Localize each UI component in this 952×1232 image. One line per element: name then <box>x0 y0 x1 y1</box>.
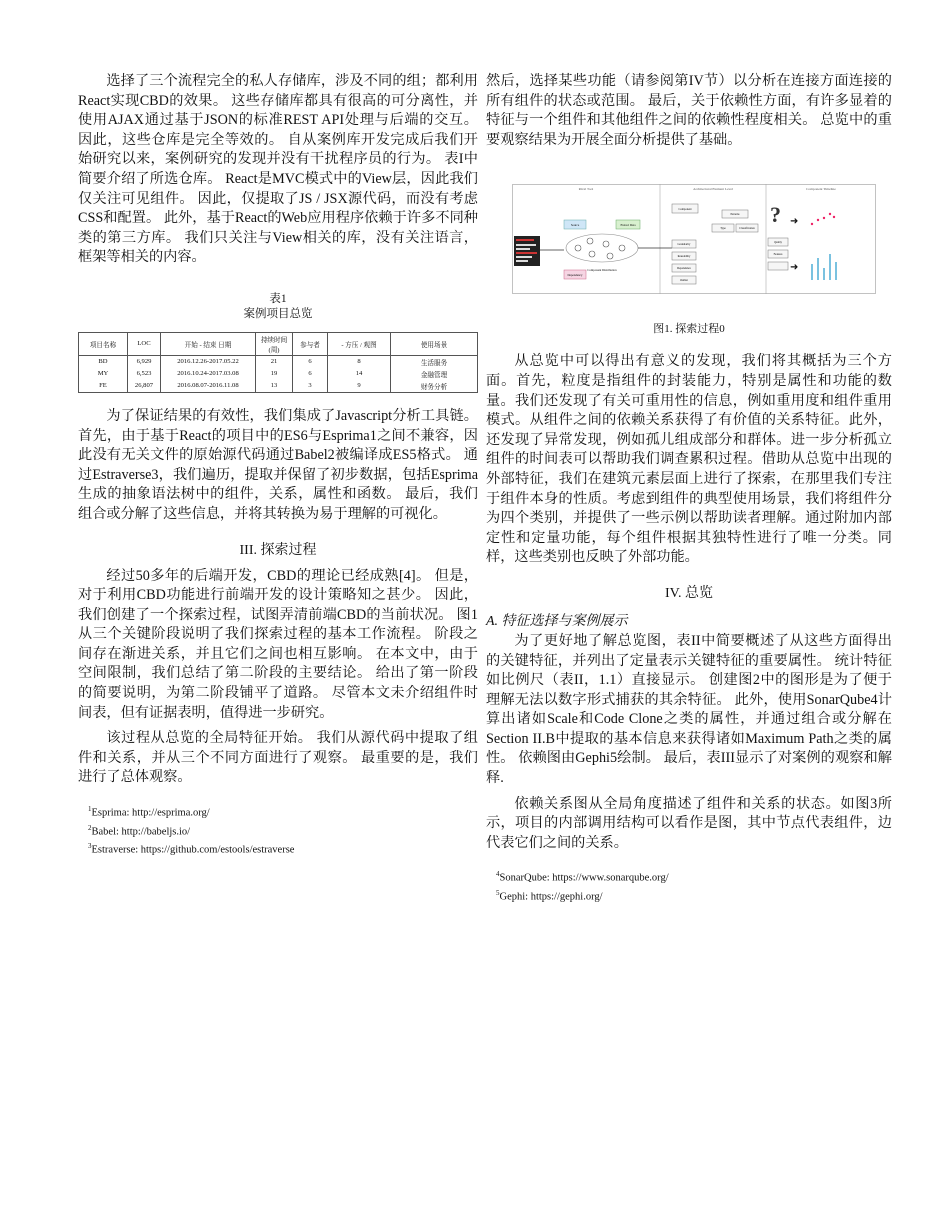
right-column <box>486 72 892 904</box>
cell: FE <box>79 380 128 393</box>
arrow-right-icon: ➜ <box>790 216 799 228</box>
th-duration: 持续时间 (周) <box>256 332 293 355</box>
paragraph-toolchain: 为了保证结果的有效性，我们集成了Javascript分析工具链。 首先，由于基于React的项目中的ES6与Esprima1之间不兼容，因此没有无关文件的原始源代码通过Babel2被编译成ES5格式。 通过Estraverse3，我们遍历，提取并保留了初步数据，包括Esprima生成的抽象语法树中的组件，关系，属性和函数。 最后，我们组合或分解了这些信息，并将其转换为易于理解的可视化。 <box>78 407 478 522</box>
cell: 财务分析 <box>391 380 478 393</box>
graph-label: Component Distribution <box>587 268 617 273</box>
cell: 14 <box>328 368 391 380</box>
box-extract-label: Extract Data <box>620 223 636 228</box>
cell: 6 <box>293 355 328 368</box>
cell: 3 <box>293 380 328 393</box>
cell: BD <box>79 355 128 368</box>
exploration-diagram <box>512 184 876 294</box>
paragraph-overview-start: 该过程从总览的全局特征开始。 我们从源代码中提取了组件和关系，并从三个不同方面进行了观察。 最重要的是，我们进行了总体观察。 <box>78 730 478 786</box>
label-type: Type <box>720 227 726 231</box>
figure-caption: 图1. 探索过程0 <box>653 323 725 336</box>
question-mark-icon: ? <box>770 202 781 228</box>
cell: 2016.08.07-2016.11.08 <box>161 380 256 393</box>
th-scenario: 使用场景 <box>391 332 478 355</box>
th-loc: LOC <box>128 332 161 355</box>
table-title: 案例项目总览 <box>243 307 313 320</box>
cell: 21 <box>256 355 293 368</box>
label-dependence: Dependence <box>677 267 691 271</box>
paragraph-exploration: 经过50多年的后端开发，CBD的理论已经成熟[4]。 但是，对于利用CBD功能进行前端开发的设计策略知之甚少。 因此，我们创建了一个探索过程，试图弄清前端CBD的当前状况。 图1从三个关键阶段说明了我们探索过程的基本工作流程。 阶段之间存在渐进关系，并且它们之间也相互影响。 在本文中，由于空间限制，我们总结了第二阶段的主要结论。 给出了第一阶段的简要说明，为第二阶段铺平了道路。 尽管本文未介绍组件时间表，但有证据表明，值得进一步研究。 <box>78 567 478 721</box>
cell: 13 <box>256 380 293 393</box>
cell: 19 <box>256 368 293 380</box>
phase-2-label: Architectural Element Level <box>693 187 733 192</box>
paragraph-dependency-graph: 依赖关系图从全局角度描述了组件和关系的状态。如图3所示，项目的内部调用结构可以看作是图，其中节点代表组件，边代表它们之间的关系。 <box>486 795 892 851</box>
left-column <box>78 72 478 858</box>
label-component: Component <box>678 208 692 212</box>
label-reusability: Reusability <box>677 255 691 259</box>
table-header-row <box>79 332 478 355</box>
cell: 26,807 <box>128 380 161 393</box>
case-projects-table <box>78 332 478 393</box>
cell: 2016.10.24-2017.03.08 <box>161 368 256 380</box>
table-row <box>79 380 478 393</box>
footnote-5: $^5$Gephi: https://gephi.org/ <box>496 888 603 903</box>
cell: 生活服务 <box>391 355 478 368</box>
table-caption <box>78 292 478 322</box>
subsection-heading-a: A. 特征选择与案例展示 <box>486 613 628 629</box>
footnote-1: $^1$Esprima: http://esprima.org/ <box>88 805 210 819</box>
cell: 8 <box>328 355 391 368</box>
cell: 6,523 <box>128 368 161 380</box>
label-features: Features <box>773 253 783 257</box>
th-dates: 开始 - 结束 日期 <box>161 332 256 355</box>
label-granularity: Granularity <box>677 243 691 247</box>
box-dependency-label: Dependency <box>567 273 583 278</box>
paragraph-findings: 从总览中可以得出有意义的发现，我们将其概括为三个方面。首先，粒度是指组件的封装能力，特别是属性和功能的数量。我们还发现了有关可重用性的信息，例如重用度和组件重用模式。从组件之间的依赖关系获得了有价值的关系特征。此外，还发现了异常发现，例如孤儿组成部分和群体。进一步分析孤立组件的时间表可以帮助我们调查累积过程。借助从总览中出现的外部特征，我们在建筑元素层面上进行了探索，在那里我们专注于组件本身的性质。考虑到组件的典型使用场景，我们将组件分为四个类别，并提供了一些示例以帮助读者理解。通过附加内部定性和定量功能，每个组件根据其独特性进行了唯一分类。同样，这些类别也反映了外部功能。 <box>486 353 892 566</box>
footnote-3: $^3$Estraverse: https://github.com/estools/estraverse <box>88 842 295 856</box>
phase-3-label: Component Timeline <box>806 187 836 192</box>
cell: 6 <box>293 368 328 380</box>
figure-exploration-process <box>512 184 876 294</box>
table-row <box>79 368 478 380</box>
code-thumbnail <box>514 236 540 266</box>
th-participants: 参与者 <box>293 332 328 355</box>
cell: 9 <box>328 380 391 393</box>
cell: MY <box>79 368 128 380</box>
table-number: 表1 <box>269 292 287 305</box>
th-views: - 方压 / 观图 <box>328 332 391 355</box>
box-source-label: Source <box>570 223 580 228</box>
arrow-right-icon: ➜ <box>790 262 799 274</box>
section-heading-4: IV. 总览 <box>665 585 713 601</box>
phase-1-label: Rival Tool <box>578 187 594 192</box>
table-row <box>79 355 478 368</box>
paragraph-repositories: 选择了三个流程完全的私人存储库，涉及不同的组；都利用React实现CBD的效果。 这些存储库都具有很高的可分离性，并使用AJAX通过基于JSON的标准REST API处理与后端的交互。 因此，这些仓库是完全等效的。 自从案例库开发完成后我们开始研究以来，案例研究的发现并没有干扰程序员的行为。 表I中简要介绍了所选仓库。 React是MVC模式中的View层，因此我们仅关注可见组件。 因此，仅提取了JS / JSX源代码，而没有考虑CSS和配置。 此外，基于React的Web应用程序依赖于许多不同种类的第三方库。 我们只关注与View相关的库，没有关注语言，框架等相关的内容。 <box>78 73 478 266</box>
th-project: 项目名称 <box>79 332 128 355</box>
label-outlier: Outlier <box>680 279 688 283</box>
label-patterns: Patterns <box>730 213 740 217</box>
paragraph-continued: 然后，选择某些功能（请参阅第IV节）以分析在连接方面连接的所有组件的状态或范围。 最后，关于依赖性方面，有许多显着的特征与一个组件和其他组件之间的依赖性程度相关。 总览中的重要观察结果为开展全面分析提供了基础。 <box>486 73 892 148</box>
footnote-4: $^4$SonarQube: https://www.sonarqube.org/ <box>496 870 669 884</box>
paragraph-features: 为了更好地了解总览图，表II中简要概述了从这些方面得出的关键特征，并列出了定量表示关键特征的重要属性。 统计特征如比例尺（表II，1.1）直接显示。 创建图2中的图形是为了便于理解无法以数字形式捕获的其余特征。 此外，使用SonarQube4计算出诸如Scale和Code Clone之类的属性，并通过组合或分解在Section II.B中提取的基本信息来获得诸如Maximum Path之类的属性。 依赖图由Gephi5绘制。 最后，表III显示了对案例的观察和解释. <box>486 632 892 787</box>
label-classify: Classification <box>739 227 755 231</box>
cell: 2016.12.26-2017.05.22 <box>161 355 256 368</box>
cell: 6,929 <box>128 355 161 368</box>
label-quality: Quality <box>774 241 782 245</box>
footnote-2: $^2$Babel: http://babeljs.io/ <box>88 823 191 838</box>
section-heading-3: III. 探索过程 <box>239 542 317 558</box>
cell: 金融管理 <box>391 368 478 380</box>
